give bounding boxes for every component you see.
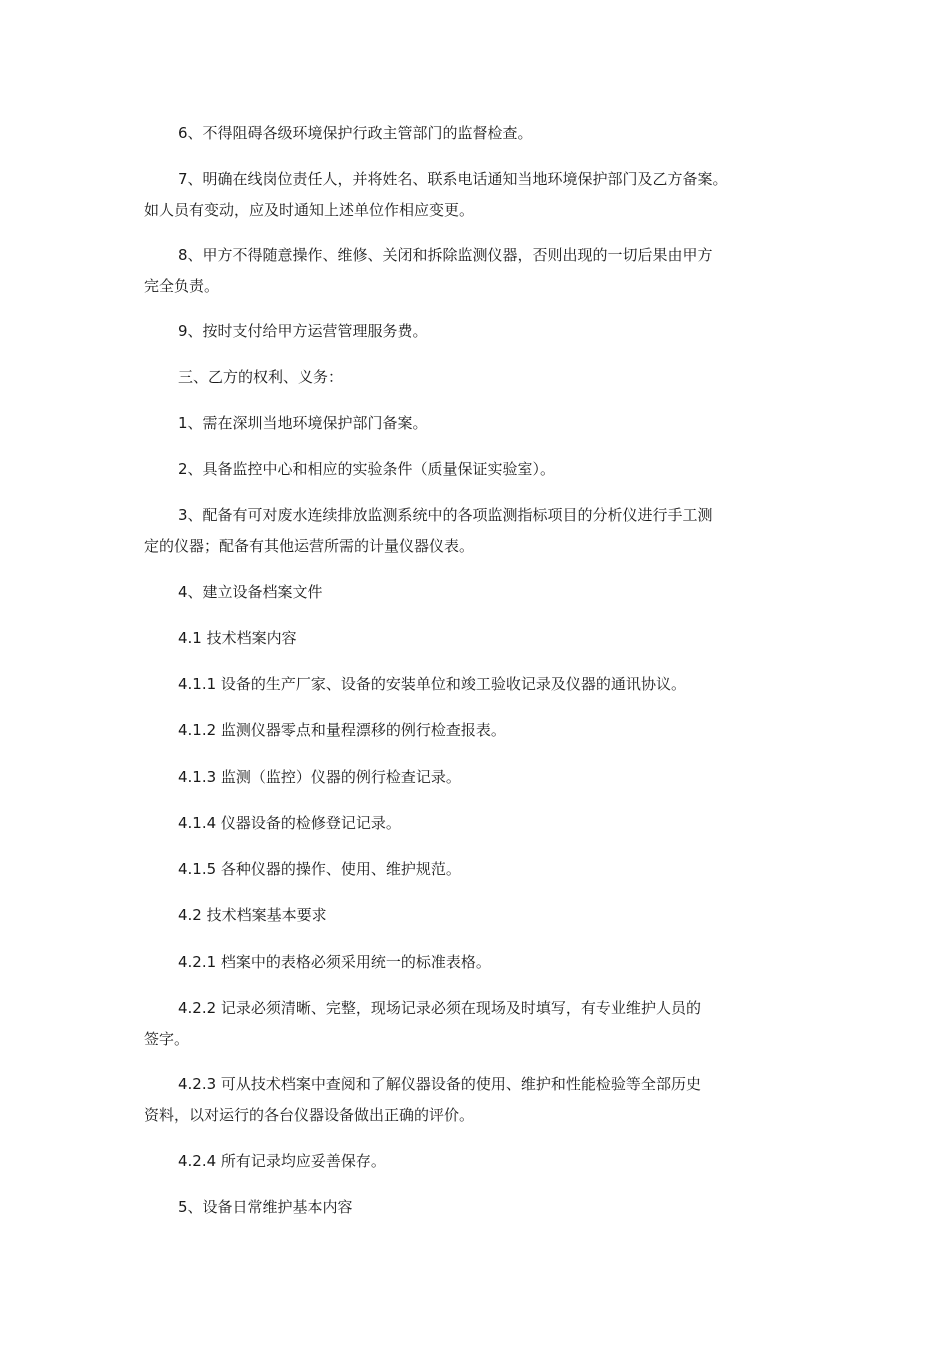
paragraph-line: 如人员有变动，应及时通知上述单位作相应变更。 bbox=[144, 201, 475, 219]
paragraph-line: 4.2.1 档案中的表格必须采用统一的标准表格。 bbox=[178, 953, 491, 971]
paragraph-line: 5、设备日常维护基本内容 bbox=[178, 1198, 353, 1216]
paragraph-line: 完全负责。 bbox=[144, 277, 220, 295]
subsection-4-2 bbox=[144, 900, 764, 931]
subsection-4-1-5 bbox=[144, 854, 764, 885]
paragraph-line: 1、需在深圳当地环境保护部门备案。 bbox=[178, 414, 428, 432]
section-heading-party-b bbox=[144, 362, 764, 393]
paragraph-line: 4.1.5 各种仪器的操作、使用、维护规范。 bbox=[178, 860, 461, 878]
paragraph-item-4 bbox=[144, 577, 764, 608]
paragraph-item-8 bbox=[144, 240, 764, 302]
subsection-4-2-1 bbox=[144, 947, 764, 978]
paragraph-line: 3、配备有可对废水连续排放监测系统中的各项监测指标项目的分析仪进行手工测 bbox=[178, 506, 713, 524]
paragraph-line: 7、明确在线岗位责任人，并将姓名、联系电话通知当地环境保护部门及乙方备案。 bbox=[178, 170, 728, 188]
subsection-4-2-3 bbox=[144, 1069, 764, 1131]
paragraph-line: 4.1.1 设备的生产厂家、设备的安装单位和竣工验收记录及仪器的通讯协议。 bbox=[178, 675, 686, 693]
paragraph-line: 4.2 技术档案基本要求 bbox=[178, 906, 327, 924]
paragraph-item-3 bbox=[144, 500, 764, 562]
subsection-4-1-3 bbox=[144, 762, 764, 793]
paragraph-item-1 bbox=[144, 408, 764, 439]
paragraph-line: 6、不得阻碍各级环境保护行政主管部门的监督检查。 bbox=[178, 124, 533, 142]
paragraph-line: 定的仪器；配备有其他运营所需的计量仪器仪表。 bbox=[144, 537, 475, 555]
subsection-4-1 bbox=[144, 623, 764, 654]
paragraph-line: 三、乙方的权利、义务： bbox=[178, 368, 344, 386]
paragraph-line: 4、建立设备档案文件 bbox=[178, 583, 323, 601]
paragraph-line: 2、具备监控中心和相应的实验条件（质量保证实验室）。 bbox=[178, 460, 556, 478]
paragraph-item-7 bbox=[144, 164, 764, 226]
subsection-4-1-4 bbox=[144, 808, 764, 839]
paragraph-item-5 bbox=[144, 1192, 764, 1223]
paragraph-line: 4.1 技术档案内容 bbox=[178, 629, 297, 647]
paragraph-item-6 bbox=[144, 118, 764, 149]
paragraph-item-9 bbox=[144, 316, 764, 347]
paragraph-line: 4.1.4 仪器设备的检修登记记录。 bbox=[178, 814, 401, 832]
paragraph-line: 4.2.3 可从技术档案中查阅和了解仪器设备的使用、维护和性能检验等全部历史 bbox=[178, 1075, 701, 1093]
paragraph-line: 4.1.2 监测仪器零点和量程漂移的例行检查报表。 bbox=[178, 721, 506, 739]
paragraph-line: 资料，以对运行的各台仪器设备做出正确的评价。 bbox=[144, 1106, 475, 1124]
subsection-4-2-2 bbox=[144, 993, 764, 1055]
paragraph-line: 签字。 bbox=[144, 1030, 190, 1048]
subsection-4-2-4 bbox=[144, 1146, 764, 1177]
subsection-4-1-2 bbox=[144, 715, 764, 746]
paragraph-line: 4.2.4 所有记录均应妥善保存。 bbox=[178, 1152, 386, 1170]
paragraph-line: 9、按时支付给甲方运营管理服务费。 bbox=[178, 322, 428, 340]
paragraph-line: 8、甲方不得随意操作、维修、关闭和拆除监测仪器，否则出现的一切后果由甲方 bbox=[178, 246, 713, 264]
paragraph-line: 4.1.3 监测（监控）仪器的例行检查记录。 bbox=[178, 768, 461, 786]
paragraph-item-2 bbox=[144, 454, 764, 485]
paragraph-line: 4.2.2 记录必须清晰、完整，现场记录必须在现场及时填写，有专业维护人员的 bbox=[178, 999, 701, 1017]
subsection-4-1-1 bbox=[144, 669, 764, 700]
